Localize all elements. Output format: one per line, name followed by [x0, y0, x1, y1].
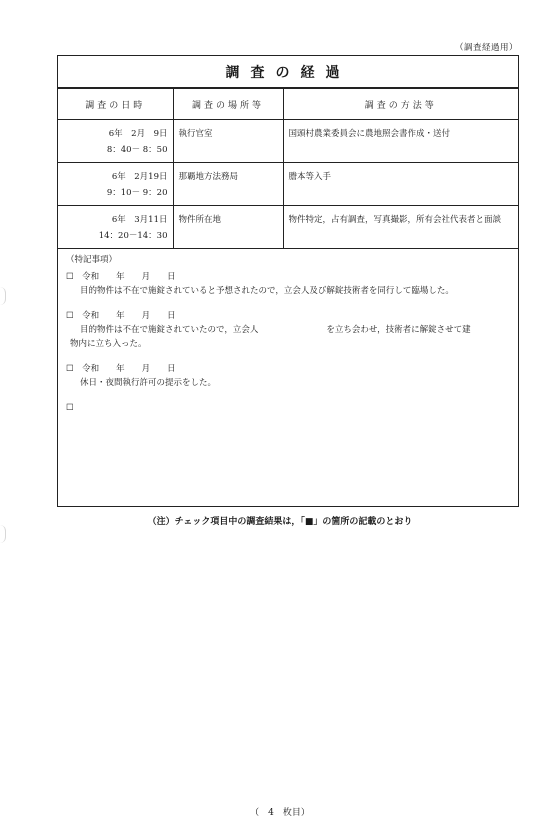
survey-table	[58, 88, 518, 249]
datetime-cell	[58, 206, 173, 249]
time-text: 9：10－ 9：20	[106, 188, 168, 198]
note-date-line	[66, 270, 510, 284]
page-title: 調査の経過	[225, 64, 351, 81]
checkbox-glyph[interactable]: ☐	[66, 364, 74, 374]
place-cell: 那覇地方法務局	[173, 163, 283, 206]
datetime-cell	[58, 120, 173, 163]
column-header-method: 調査の方法等	[283, 89, 518, 120]
note-entry	[66, 362, 510, 390]
punch-hole-mark	[0, 287, 6, 305]
note-body: 休日・夜間執行許可の提示をした。	[80, 378, 217, 388]
punch-hole-mark	[0, 525, 6, 543]
page-number: （ 4 枚目）	[250, 808, 310, 818]
note-body: 目的物件は不在で施錠されていると予想されたので，立会人及び解錠技術者を同行して臨場した。	[80, 286, 454, 296]
date-text: 6年 3月11日	[111, 215, 168, 225]
method-cell: 物件特定，占有調査，写真撮影，所有会社代表者と面談	[283, 206, 518, 249]
checkbox-glyph[interactable]: ☐	[66, 272, 74, 282]
note-date: 令和 年 月 日	[82, 311, 176, 321]
form-type-note: （調査経過用）	[454, 43, 518, 53]
table-row	[58, 120, 518, 163]
note-entry	[66, 401, 510, 415]
note-body: 目的物件は不在で施錠されていたので，立会人 を立ち会わせ，技術者に解錠させて建	[80, 325, 471, 335]
column-header-place: 調査の場所等	[173, 89, 283, 120]
checkbox-glyph[interactable]: ☐	[66, 311, 74, 321]
table-row	[58, 206, 518, 249]
method-cell: 謄本等入手	[283, 163, 518, 206]
special-notes	[58, 249, 518, 415]
note-date: 令和 年 月 日	[82, 272, 176, 282]
note-date: 令和 年 月 日	[82, 364, 176, 374]
note-entry	[66, 309, 510, 351]
place-cell: 執行官室	[173, 120, 283, 163]
title-row	[58, 56, 518, 88]
column-header-datetime: 調査の日時	[58, 89, 173, 120]
survey-frame	[57, 55, 519, 507]
checkbox-glyph[interactable]: ☐	[66, 403, 74, 413]
footnote: （注）チェック項目中の調査結果は，「■」の箇所の記載のとおり	[147, 517, 413, 527]
date-text: 6年 2月 9日	[108, 129, 168, 139]
table-row	[58, 163, 518, 206]
note-body-continued: 物内に立ち入った。	[70, 339, 147, 349]
date-text: 6年 2月19日	[111, 172, 168, 182]
note-entry	[66, 270, 510, 298]
method-cell: 国頭村農業委員会に農地照会書作成・送付	[283, 120, 518, 163]
time-text: 8：40－ 8：50	[106, 145, 168, 155]
time-text: 14：20－14：30	[98, 231, 168, 241]
place-cell: 物件所在地	[173, 206, 283, 249]
notes-heading: （特記事項）	[66, 255, 118, 265]
note-date-line	[66, 309, 510, 323]
note-date-line	[66, 401, 510, 415]
note-date-line	[66, 362, 510, 376]
table-header-row	[58, 89, 518, 120]
datetime-cell	[58, 163, 173, 206]
